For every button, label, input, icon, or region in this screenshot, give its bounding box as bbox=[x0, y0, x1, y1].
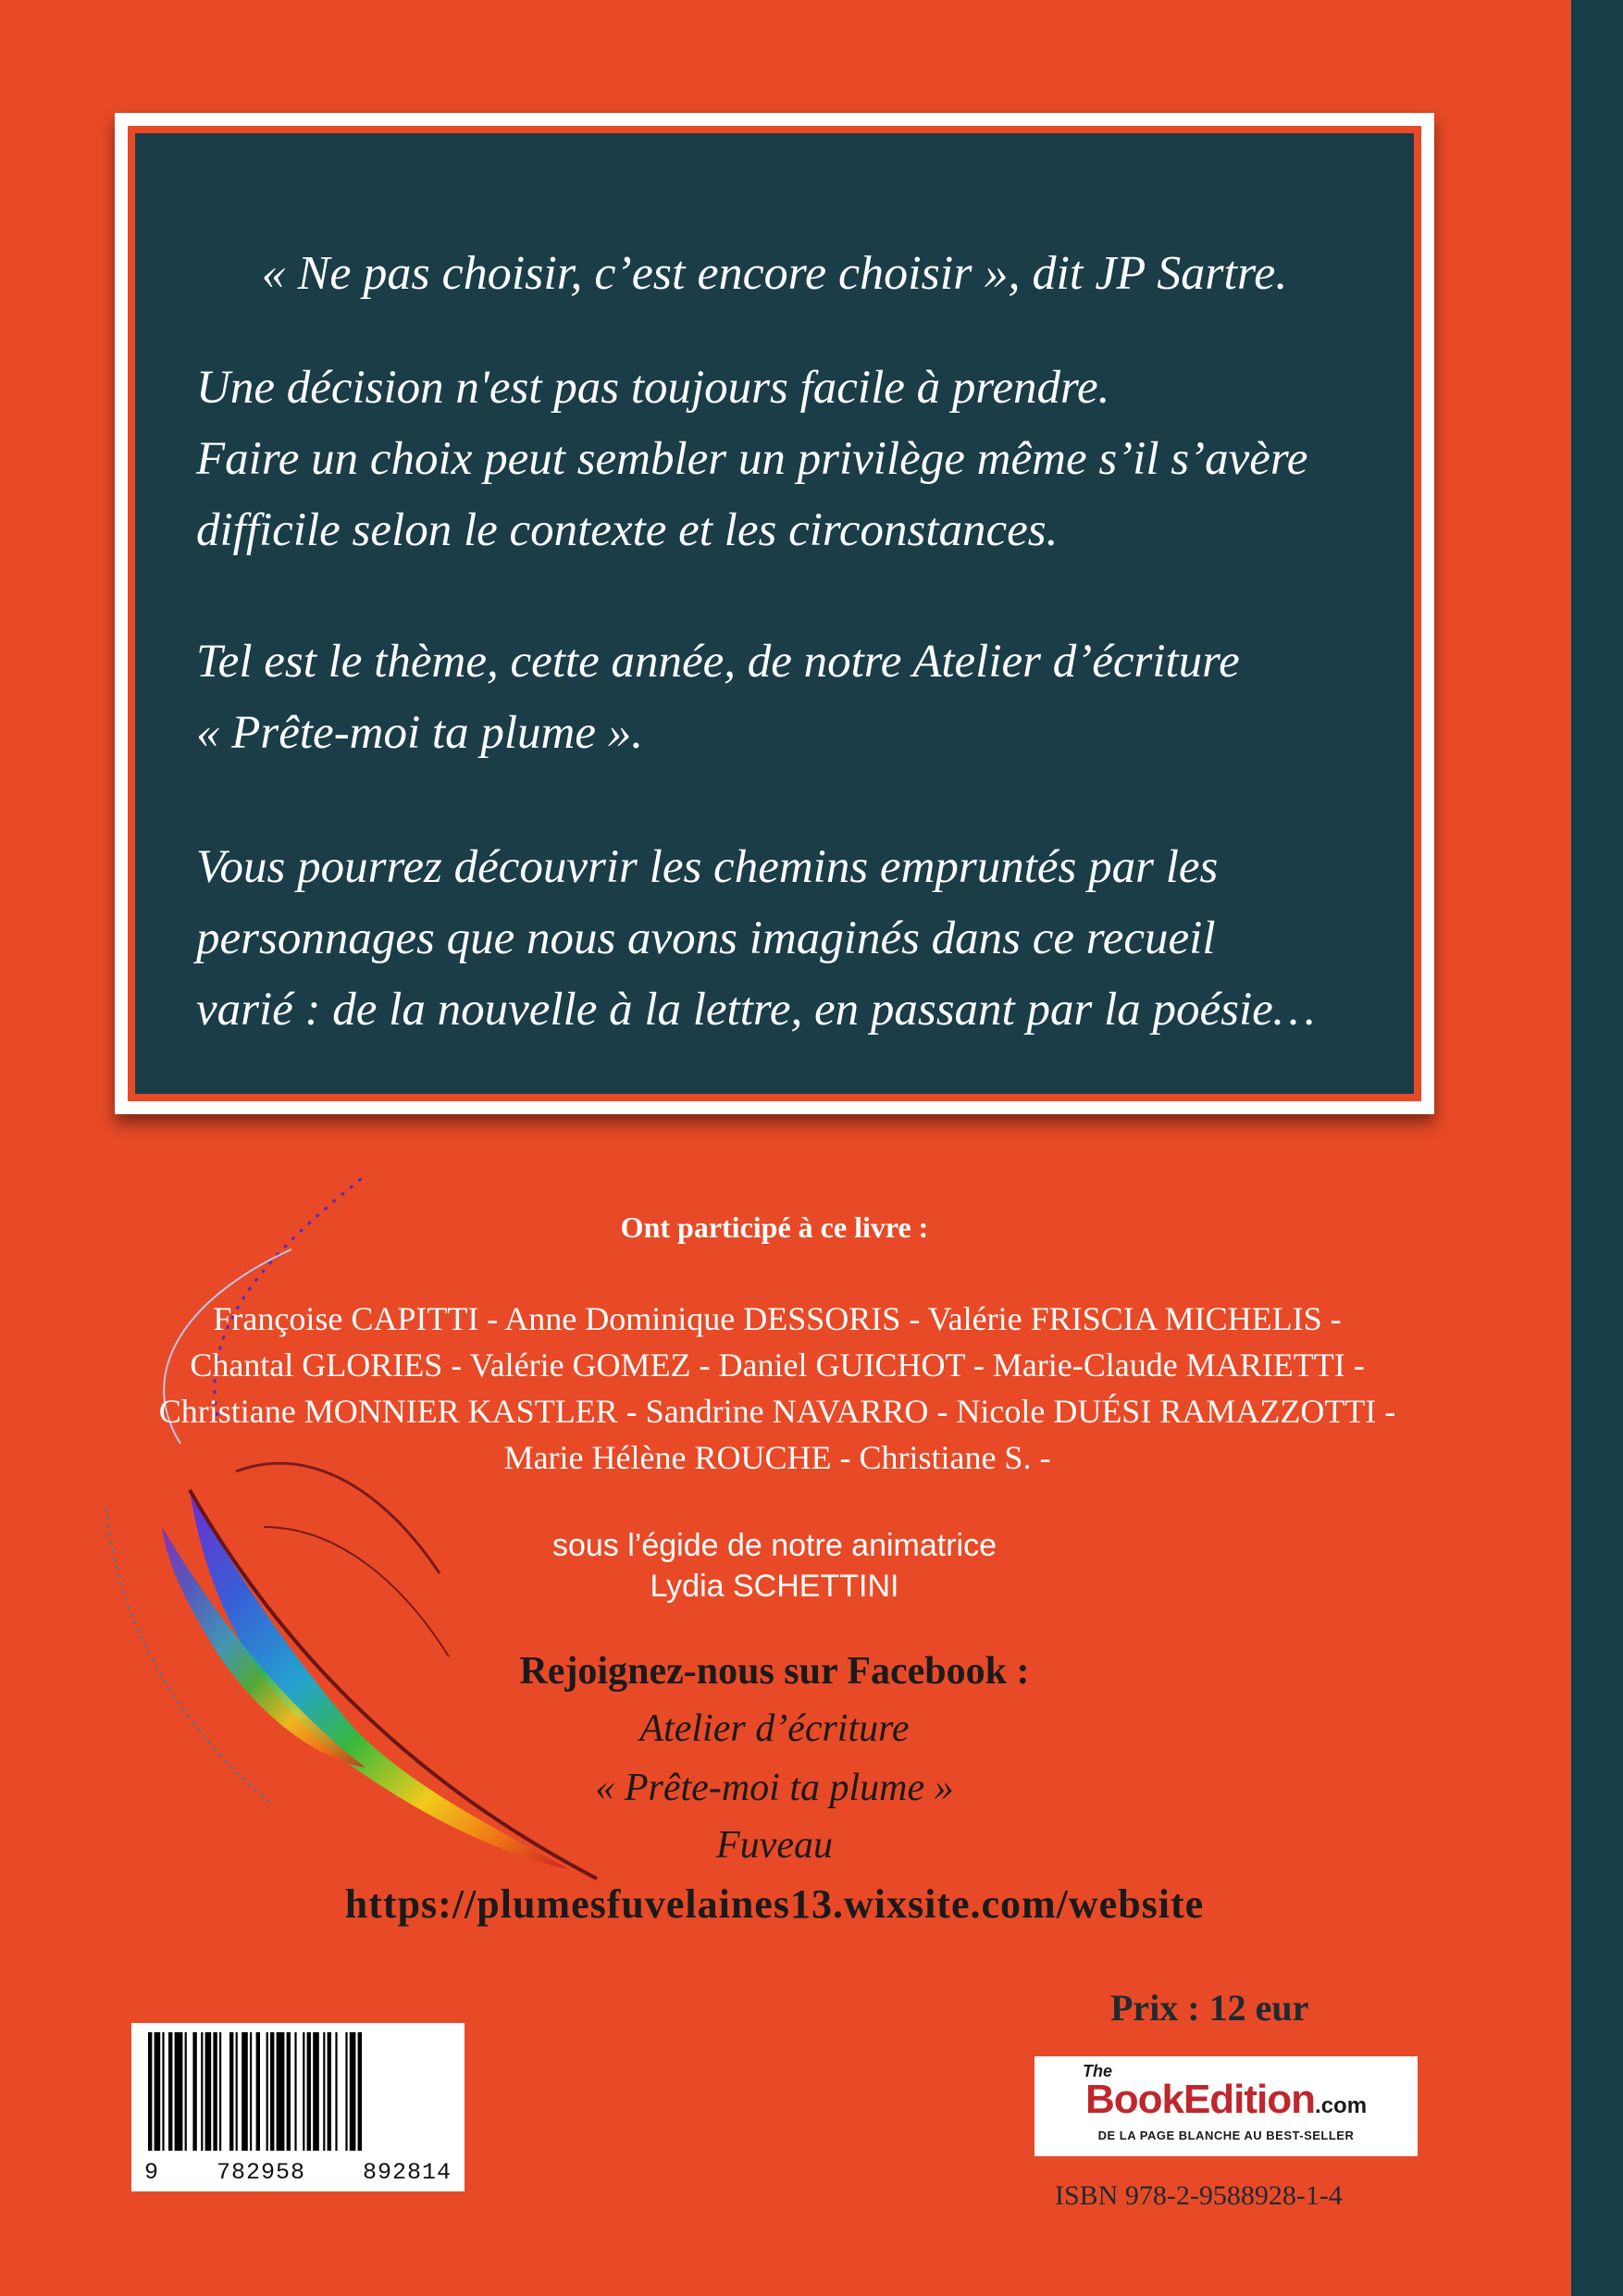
publisher-logo-the: The bbox=[1083, 2062, 1113, 2080]
blurb-line: « Prête-moi ta plume ». bbox=[196, 707, 643, 759]
blurb-line: difficile selon le contexte et les circonstances. bbox=[196, 504, 1059, 556]
barcode-bar bbox=[201, 2032, 203, 2151]
contributors-line: Marie Hélène ROUCHE - Christiane S. - bbox=[503, 1439, 1051, 1476]
blurb-line: Vous pourrez découvrir les chemins empruntés par les bbox=[196, 841, 1219, 893]
contributors-line: Chantal GLORIES - Valérie GOMEZ - Daniel GUICHOT - Marie-Claude MARIETTI - bbox=[190, 1347, 1365, 1384]
blurb-paragraph-2 bbox=[196, 627, 1399, 769]
isbn-number: ISBN 978-2-9588928-1-4 bbox=[1055, 2180, 1343, 2211]
barcode-bar bbox=[294, 2032, 296, 2151]
isbn-barcode bbox=[131, 2023, 465, 2191]
blurb-line: Tel est le thème, cette année, de notre Atelier d’écriture bbox=[196, 636, 1240, 688]
barcode-bar bbox=[192, 2032, 196, 2151]
barcode-bar bbox=[175, 2032, 183, 2151]
barcode-bar bbox=[148, 2032, 152, 2151]
barcode-bar bbox=[350, 2032, 356, 2151]
barcode-bar bbox=[303, 2032, 304, 2151]
blurb-line: Une décision n'est pas toujours facile à prendre. bbox=[196, 362, 1110, 414]
blurb-paragraph-1 bbox=[196, 353, 1399, 566]
facilitator-name: Lydia SCHETTINI bbox=[650, 1569, 899, 1604]
barcode-bar bbox=[277, 2032, 285, 2151]
barcode-bars bbox=[131, 2023, 465, 2162]
contributors-title: Ont participé à ce livre : bbox=[620, 1210, 929, 1244]
facebook-title: Rejoignez-nous sur Facebook : bbox=[519, 1650, 1030, 1693]
barcode-digit-group: 9 bbox=[144, 2159, 160, 2186]
barcode-bar bbox=[358, 2032, 362, 2151]
book-spine bbox=[1571, 0, 1623, 2296]
publisher-logo-name bbox=[1035, 2077, 1418, 2123]
barcode-bar bbox=[266, 2032, 268, 2151]
publisher-domain-text: .com bbox=[1315, 2093, 1368, 2118]
blurb-frame bbox=[115, 113, 1434, 1114]
sartre-quote: « Ne pas choisir, c’est encore choisir », dit JP Sartre. bbox=[261, 247, 1288, 300]
blurb-line: Faire un choix peut sembler un privilège même s’il s’avère bbox=[196, 433, 1308, 485]
publisher-logo bbox=[1035, 2056, 1418, 2156]
barcode-bar bbox=[256, 2032, 260, 2151]
barcode-bar bbox=[242, 2032, 248, 2151]
contributors-line: Christiane MONNIER KASTLER - Sandrine NAVARRO - Nicole DUÉSI RAMAZZOTTI - bbox=[158, 1393, 1396, 1430]
barcode-digit-group: 782958 bbox=[216, 2159, 305, 2186]
barcode-bar bbox=[335, 2032, 337, 2151]
facebook-group-line-2: « Prête-moi ta plume » bbox=[595, 1767, 954, 1809]
barcode-bar bbox=[323, 2032, 325, 2151]
barcode-bar bbox=[250, 2032, 252, 2151]
barcode-bar bbox=[307, 2032, 311, 2151]
website-url: https://plumesfuvelaines13.wixsite.com/website bbox=[344, 1881, 1205, 1927]
blurb-frame-orange-border bbox=[128, 126, 1421, 1101]
facilitator-credit bbox=[0, 1525, 1549, 1607]
publisher-tagline: DE LA PAGE BLANCHE AU BEST-SELLER bbox=[1097, 2128, 1355, 2142]
barcode-bar bbox=[270, 2032, 274, 2151]
barcode-bar bbox=[162, 2032, 164, 2151]
facilitator-intro: sous l’égide de notre animatrice bbox=[551, 1528, 997, 1563]
blurb-line: varié : de la nouvelle à la lettre, en passant par la poésie… bbox=[196, 984, 1316, 1036]
contributors-line: Françoise CAPITTI - Anne Dominique DESSORIS - Valérie FRISCIA MICHELIS - bbox=[213, 1300, 1342, 1337]
blurb-paragraph-3 bbox=[196, 832, 1399, 1046]
price-label: Prix : 12 eur bbox=[1110, 1987, 1309, 2029]
facebook-group-line-3: Fuveau bbox=[716, 1824, 833, 1867]
barcode-bar bbox=[205, 2032, 212, 2151]
facebook-group-line-1: Atelier d’écriture bbox=[639, 1707, 910, 1750]
contributors-list bbox=[111, 1296, 1443, 1481]
barcode-bar bbox=[168, 2032, 172, 2151]
blurb-line: personnages que nous avons imaginés dans ce recueil bbox=[196, 912, 1216, 964]
barcode-bar bbox=[328, 2032, 331, 2151]
barcode-bar bbox=[219, 2032, 221, 2151]
barcode-digit-group: 892814 bbox=[362, 2159, 452, 2186]
barcode-bar bbox=[229, 2032, 233, 2151]
barcode-bar bbox=[287, 2032, 291, 2151]
barcode-bar bbox=[185, 2032, 187, 2151]
barcode-bar bbox=[213, 2032, 217, 2151]
barcode-bar bbox=[236, 2032, 238, 2151]
barcode-bar bbox=[155, 2032, 161, 2151]
blurb-panel bbox=[135, 133, 1414, 1094]
barcode-bar bbox=[313, 2032, 319, 2151]
barcode-bar bbox=[345, 2032, 347, 2151]
publisher-name-text: BookEdition bbox=[1084, 2077, 1316, 2122]
barcode-digits bbox=[144, 2159, 452, 2186]
